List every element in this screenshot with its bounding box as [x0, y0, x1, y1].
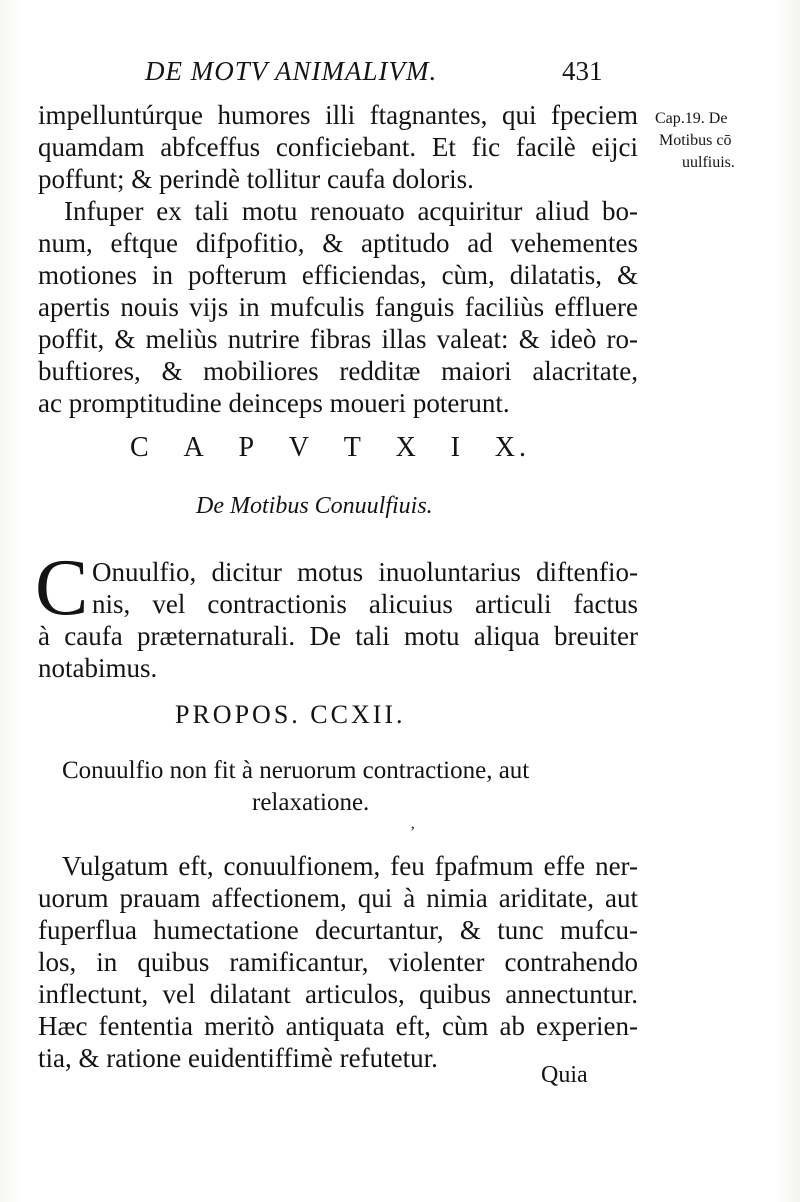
margin-note [655, 108, 775, 174]
text-line: quamdam abfceffus conficiebant. Et fic facilè eijci [38, 132, 638, 162]
stray-mark: ’ [410, 824, 416, 841]
chapter-heading-letter: X. [494, 432, 530, 463]
chapter-heading-letter: P [238, 432, 259, 463]
proposition-heading: PROPOS. CCXII. [175, 700, 406, 729]
chapter-heading-letter: C [130, 432, 153, 463]
text-line: tia, & ratione euidentiffimè refutetur. [38, 1043, 438, 1073]
text-line: buftiores, & mobiliores redditæ maiori alacritate, [38, 356, 638, 386]
chapter-heading-letter: I [450, 432, 464, 463]
drop-cap: C [35, 544, 89, 632]
catchword: Quia [541, 1062, 588, 1088]
text-line: Hæc fententia meritò antiquata eft, cùm ab experien- [38, 1011, 638, 1041]
text-line: relaxatione. [252, 789, 370, 816]
text-line: à caufa præternaturali. De tali motu aliqua breuiter [38, 621, 638, 651]
text-line: Infuper ex tali motu renouato acquiritur aliud bo- [64, 196, 638, 226]
page-number: 431 [562, 56, 603, 86]
text-line: uorum prauam affectionem, qui à nimia ariditate, aut [38, 883, 638, 913]
text-line: inflectunt, vel dilatant articulos, quibus annectuntur. [38, 979, 638, 1009]
text-line: motiones in pofterum efficiendas, cùm, dilatatis, & [38, 260, 638, 290]
chapter-heading-letter: T [343, 432, 365, 463]
text-line: ac promptitudine deinceps moueri poterunt. [38, 388, 510, 418]
text-line: fuperflua humectatione decurtantur, & tunc mufcu- [38, 915, 638, 945]
text-line: nis, vel contractionis alicuius articuli factus [92, 589, 638, 619]
text-line: Conuulfio non fit à neruorum contractione, aut [62, 757, 530, 784]
chapter-heading [130, 432, 530, 464]
text-line: Onuulfio, dicitur motus inuoluntarius diftenfio- [92, 557, 638, 587]
margin-note-line: Cap.19. De [655, 110, 728, 127]
running-title: DE MOTV ANIMALIVM. [145, 56, 438, 86]
text-line: los, in quibus ramificantur, violenter contrahendo [38, 947, 638, 977]
chapter-heading-letter: A [183, 432, 208, 463]
margin-note-line: uulfiuis. [682, 154, 735, 171]
text-line: impelluntúrque humores illi ftagnantes, qui fpeciem [38, 100, 638, 130]
text-line: num, eftque difpofitio, & aptitudo ad vehementes [38, 228, 638, 258]
text-line: Vulgatum eft, conuulfionem, feu fpafmum effe ner- [62, 851, 638, 881]
margin-note-line: Motibus cō [659, 132, 732, 149]
text-line: apertis nouis vijs in mufculis fanguis faciliùs effluere [38, 292, 638, 322]
text-line: poffit, & meliùs nutrire fibras illas valeat: & ideò ro- [38, 324, 638, 354]
text-line: poffunt; & perindè tollitur caufa doloris. [38, 164, 474, 194]
chapter-heading-letter: X [395, 432, 420, 463]
chapter-heading-letter: V [288, 432, 314, 463]
show-through-text [560, 430, 564, 446]
text-line: notabimus. [38, 653, 158, 683]
chapter-subtitle: De Motibus Conuulfiuis. [196, 493, 433, 519]
